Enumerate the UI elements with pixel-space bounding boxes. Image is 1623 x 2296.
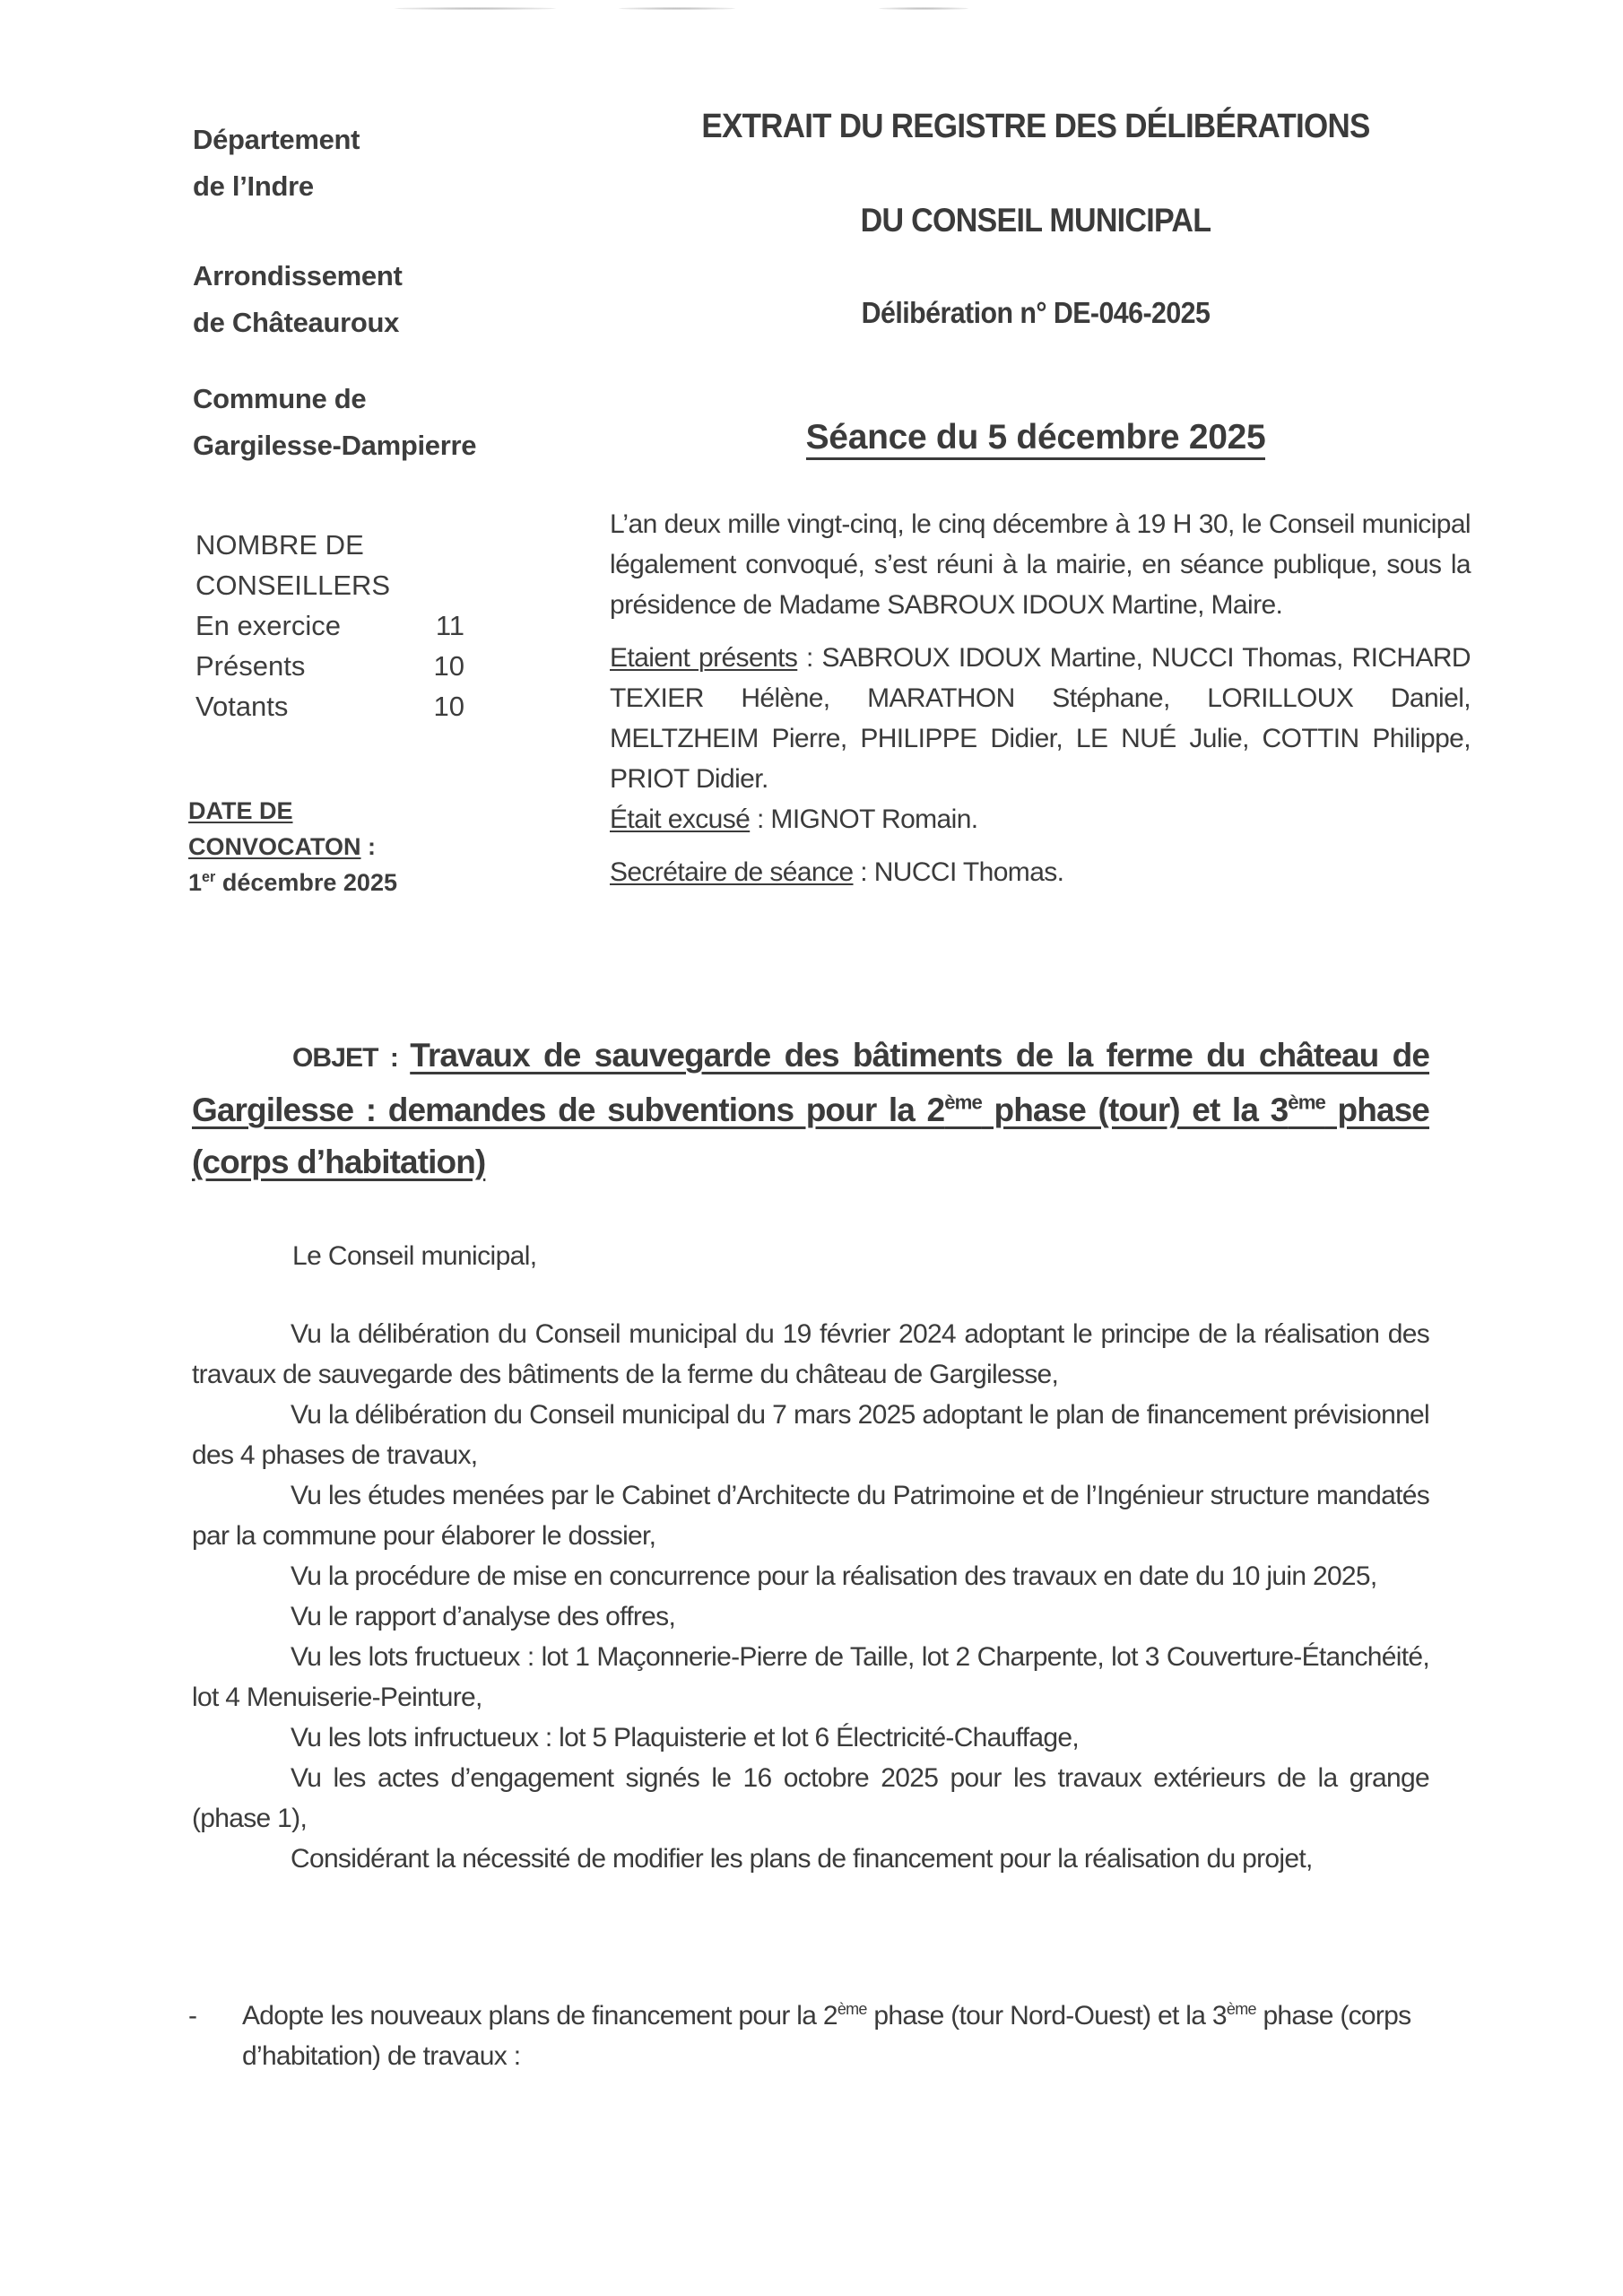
- subject-label: OBJET :: [292, 1043, 411, 1073]
- convocation-colon: :: [360, 833, 377, 860]
- subject-text-part2: phase (tour) et la 3: [981, 1091, 1289, 1128]
- convocation-date-day: 1: [188, 869, 203, 896]
- decision-sup2: ème: [1226, 2000, 1256, 2018]
- list-bullet: -: [188, 2001, 197, 2031]
- seance-date: [574, 418, 1497, 457]
- decision-text-part2: phase (tour Nord-Ouest) et la 3: [866, 2001, 1227, 2031]
- convocation-date-rest: décembre 2025: [215, 869, 397, 896]
- commune-line1: Commune de: [193, 383, 367, 414]
- consideration-item: Vu les lots infructueux : lot 5 Plaquisterie et lot 6 Électricité-Chauffage,: [291, 1723, 1079, 1752]
- consideration-item: Vu le rapport d’analyse des offres,: [291, 1602, 676, 1631]
- consideration-item: Vu la délibération du Conseil municipal du 19 février 2024 adoptant le principe de la réalisation des travaux de sauvegarde des bâtiments de la ferme du château de Gargilesse,: [192, 1319, 1429, 1389]
- counts-heading-line2: CONSEILLERS: [195, 570, 391, 601]
- arrondissement-line2: de Châteauroux: [193, 307, 400, 338]
- convocation-label-line1: DATE DE: [188, 797, 293, 824]
- document-subtitle: DU CONSEIL MUNICIPAL: [860, 202, 1211, 239]
- convocation-block: [188, 793, 397, 900]
- subject-heading: [192, 1030, 1429, 1188]
- scan-artifact: [395, 7, 556, 10]
- considerations-list: [192, 1314, 1429, 1879]
- arrondissement-block: [193, 253, 403, 346]
- attendees-present-list: : SABROUX IDOUX Martine, NUCCI Thomas, RICHARD TEXIER Hélène, MARATHON Stéphane, LORILLOUX Daniel, MELTZHEIM Pierre, PHILIPPE Didier, LE NUÉ Julie, COTTIN Philippe, PRIOT Didier.: [610, 643, 1471, 794]
- deliberation-number-text: Délibération n° DE-046-2025: [861, 296, 1211, 329]
- attendees-excused-label: Était excusé: [610, 804, 751, 834]
- count-label: Votants: [195, 691, 289, 722]
- seance-date-text: Séance du 5 décembre 2025: [806, 418, 1266, 460]
- count-value: 10: [433, 650, 464, 682]
- convocation-label-line2: CONVOCATON: [188, 833, 361, 860]
- departement-line2: de l’Indre: [193, 170, 314, 202]
- commune-block: [193, 376, 476, 469]
- session-intro: [610, 504, 1471, 892]
- scan-artifact: [879, 7, 968, 10]
- decision-text-part3: phase (corps d’habitation) de travaux :: [242, 2001, 1411, 2071]
- deliberation-number: [611, 296, 1461, 330]
- subject-sup2: ème: [1288, 1091, 1325, 1114]
- decision-text-part1: Adopte les nouveaux plans de financement pour la 2: [242, 2001, 838, 2031]
- subject-text-part3: phase (corps d’habitation): [192, 1091, 1429, 1180]
- council-opening: Le Conseil municipal,: [292, 1241, 537, 1271]
- consideration-item: Vu les études menées par le Cabinet d’Architecte du Patrimoine et de l’Ingénieur structure mandatés par la commune pour élaborer le dossier,: [192, 1481, 1429, 1551]
- count-value: 10: [433, 691, 464, 722]
- session-secretary-label: Secrétaire de séance: [610, 857, 854, 887]
- consideration-item: Considérant la nécessité de modifier les plans de financement pour la réalisation du projet,: [291, 1844, 1313, 1874]
- convocation-date: [188, 865, 397, 900]
- document-title: EXTRAIT DU REGISTRE DES DÉLIBÉRATIONS: [701, 108, 1370, 145]
- departement-line1: Département: [193, 124, 360, 155]
- decision-sup1: ème: [837, 2000, 867, 2018]
- count-label: Présents: [195, 650, 306, 682]
- attendees-present: [610, 638, 1471, 799]
- consideration-item: Vu les actes d’engagement signés le 16 octobre 2025 pour les travaux extérieurs de la grange (phase 1),: [192, 1763, 1429, 1833]
- arrondissement-line1: Arrondissement: [193, 260, 403, 291]
- scan-artifact: [619, 7, 735, 10]
- decision-text: [242, 1996, 1444, 2076]
- attendees-excused: [610, 799, 1471, 839]
- count-row-presents: [195, 646, 464, 686]
- consideration-item: Vu les lots fructueux : lot 1 Maçonnerie-Pierre de Taille, lot 2 Charpente, lot 3 Couverture-Étanchéité, lot 4 Menuiserie-Peinture,: [192, 1642, 1429, 1712]
- commune-line2: Gargilesse-Dampierre: [193, 430, 477, 461]
- count-value: 11: [435, 610, 464, 641]
- subject-text-part1: Travaux de sauvegarde des bâtiments de la ferme du château de Gargilesse : demandes de subventions pour la 2: [192, 1037, 1430, 1128]
- subject-sup1: ème: [944, 1091, 982, 1114]
- count-label: En exercice: [195, 610, 341, 641]
- session-opening: L’an deux mille vingt-cinq, le cinq décembre à 19 H 30, le Conseil municipal légalement convoqué, s’est réuni à la mairie, en séance publique, sous la présidence de Madame SABROUX IDOUX Martine, Maire.: [610, 509, 1471, 620]
- convocation-date-sup: er: [202, 869, 216, 885]
- attendees-present-label: Etaient présents: [610, 643, 798, 673]
- count-row-en-exercice: [195, 605, 464, 646]
- councillors-count-block: [195, 525, 464, 726]
- consideration-item: Vu la procédure de mise en concurrence pour la réalisation des travaux en date du 10 juin 2025,: [291, 1561, 1377, 1591]
- counts-heading-line1: NOMBRE DE: [195, 529, 364, 561]
- decision-item: [188, 1996, 1444, 2076]
- session-secretary: [610, 852, 1471, 892]
- departement-block: [193, 117, 360, 210]
- session-secretary-name: : NUCCI Thomas.: [853, 857, 1064, 887]
- count-row-votants: [195, 686, 464, 726]
- consideration-item: Vu la délibération du Conseil municipal du 7 mars 2025 adoptant le plan de financement prévisionnel des 4 phases de travaux,: [192, 1400, 1429, 1470]
- attendees-excused-list: : MIGNOT Romain.: [750, 804, 978, 834]
